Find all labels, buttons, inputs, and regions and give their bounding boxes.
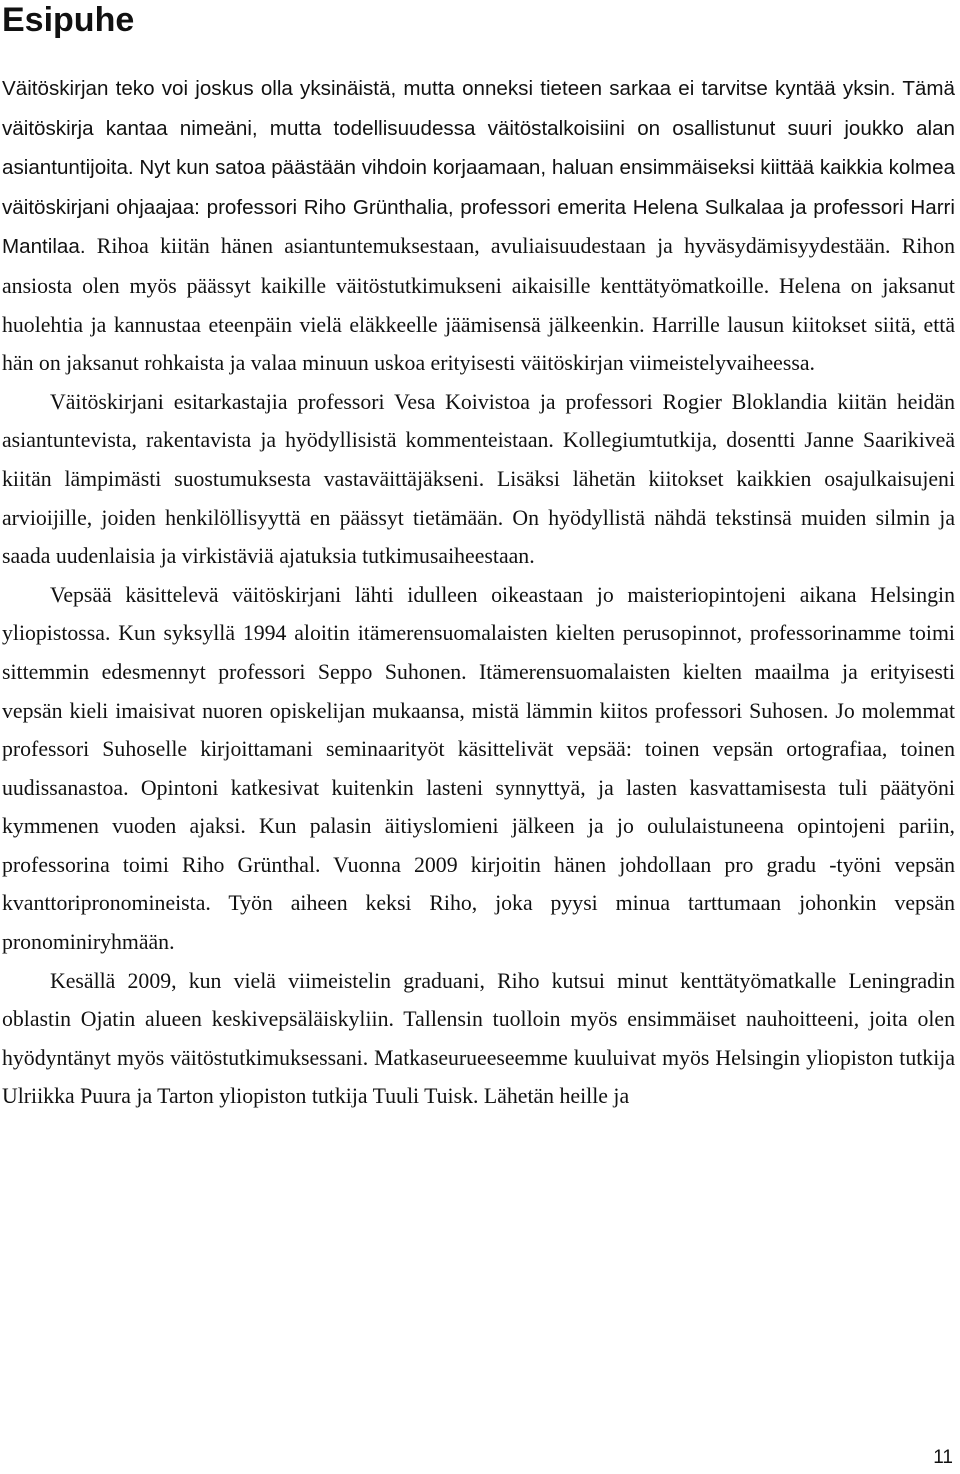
- page-number: 11: [933, 1447, 953, 1468]
- paragraph-3: Vepsää käsittelevä väitöskirjani lähti idulleen oikeastaan jo maisteriopintojeni aikana Helsingin yliopistossa. Kun syksyllä 1994 aloitin itämerensuomalaisten kielten perusopinnot, professorinamme toimi sittemmin edesmennyt professori Seppo Suhonen. Itämerensuomalaisten kielten maailma ja erityisesti vepsän kieli imaisivat nuoren opiskelijan mukaansa, mistä lämmin kiitos professori Suhosen. Jo molemmat professori Suhoselle kirjoittamani seminaarityöt käsittelivät vepsää: toinen vepsän ortografiaa, toinen uudissanastoa. Opintoni katkesivat kuitenkin lasteni synnyttyä, ja lasten kasvattamisesta tuli päätyöni kymmenen vuoden ajaksi. Kun palasin äitiyslomieni jälkeen ja jo oululaistuneena opintojeni pariin, professorina toimi Riho Grünthal. Vuonna 2009 kirjoitin hänen johdollaan pro gradu -työni vepsän kvanttoripronomineista. Työn aiheen keksi Riho, joka pyysi minua tarttumaan johonkin vepsän pronominiryhmään.: [2, 582, 955, 955]
- paragraph-1-sans-text: Väitöskirjan teko voi joskus olla yksinäistä, mutta onneksi tieteen sarkaa ei tarvitse kyntää yksin. Tämä väitöskirja kantaa nimeäni, mutta todellisuudessa väitöstalkoisiini on osallistunut suuri joukko alan asiantuntijoita. Nyt kun satoa päästään vihdoin korjaamaan, haluan ensimmäiseksi kiittää kaikkia kolmea väitöskirjani ohjaajaa: professori Riho Grünthalia, professori emerita Helena Sulkalaa ja professori Harri Mantilaa.: [2, 77, 955, 259]
- paragraph-1-serif-text: Rihoa kiitän hänen asiantuntemuksestaan, avuliaisuudestaan ja hyväsydämisyydestään. Rihon ansiosta olen myös päässyt kaikille väitöstutkimukseni aikaisille kenttätyömatkoille. Helena on jaksanut huolehtia ja kannustaa eteenpäin vielä eläkkeelle jäämisensä jälkeenkin. Harrille lausun kiitokset siitä, että hän on jaksanut rohkaista ja valaa minuun uskoa erityisesti väitöskirjan viimeistelyvaiheessa.: [2, 234, 955, 376]
- page-title: Esipuhe: [2, 1, 135, 39]
- paragraph-4: Kesällä 2009, kun vielä viimeistelin graduani, Riho kutsui minut kenttätyömatkalle Leningradin oblastin Ojatin alueen keskivepsäläiskyliin. Tallensin tuolloin myös ensimmäiset nauhoitteeni, joita olen hyödyntänyt myös väitöstutkimuksessani. Matkaseurueeseemme kuuluivat myös Helsingin yliopiston tutkija Ulriikka Puura ja Tarton yliopiston tutkija Tuuli Tuisk. Lähetän heille ja: [2, 968, 955, 1109]
- paragraph-1: [2, 69, 955, 383]
- body-text: [2, 69, 955, 1116]
- paragraph-2: Väitöskirjani esitarkastajia professori Vesa Koivistoa ja professori Rogier Bloklandia kiitän heidän asiantuntevista, rakentavista ja hyödyllisistä kommenteistaan. Kollegiumtutkija, dosentti Janne Saarikiveä kiitän lämpimästi suostumuksesta vastaväittäjäkseni. Lisäksi lähetän kiitokset kaikkien osajulkaisujeni arvioijille, joiden henkilöllisyyttä en päässyt tietämään. On hyödyllistä nähdä tekstinsä muiden silmin ja saada uudenlaisia ja virkistäviä ajatuksia tutkimusaiheestaan.: [2, 389, 955, 569]
